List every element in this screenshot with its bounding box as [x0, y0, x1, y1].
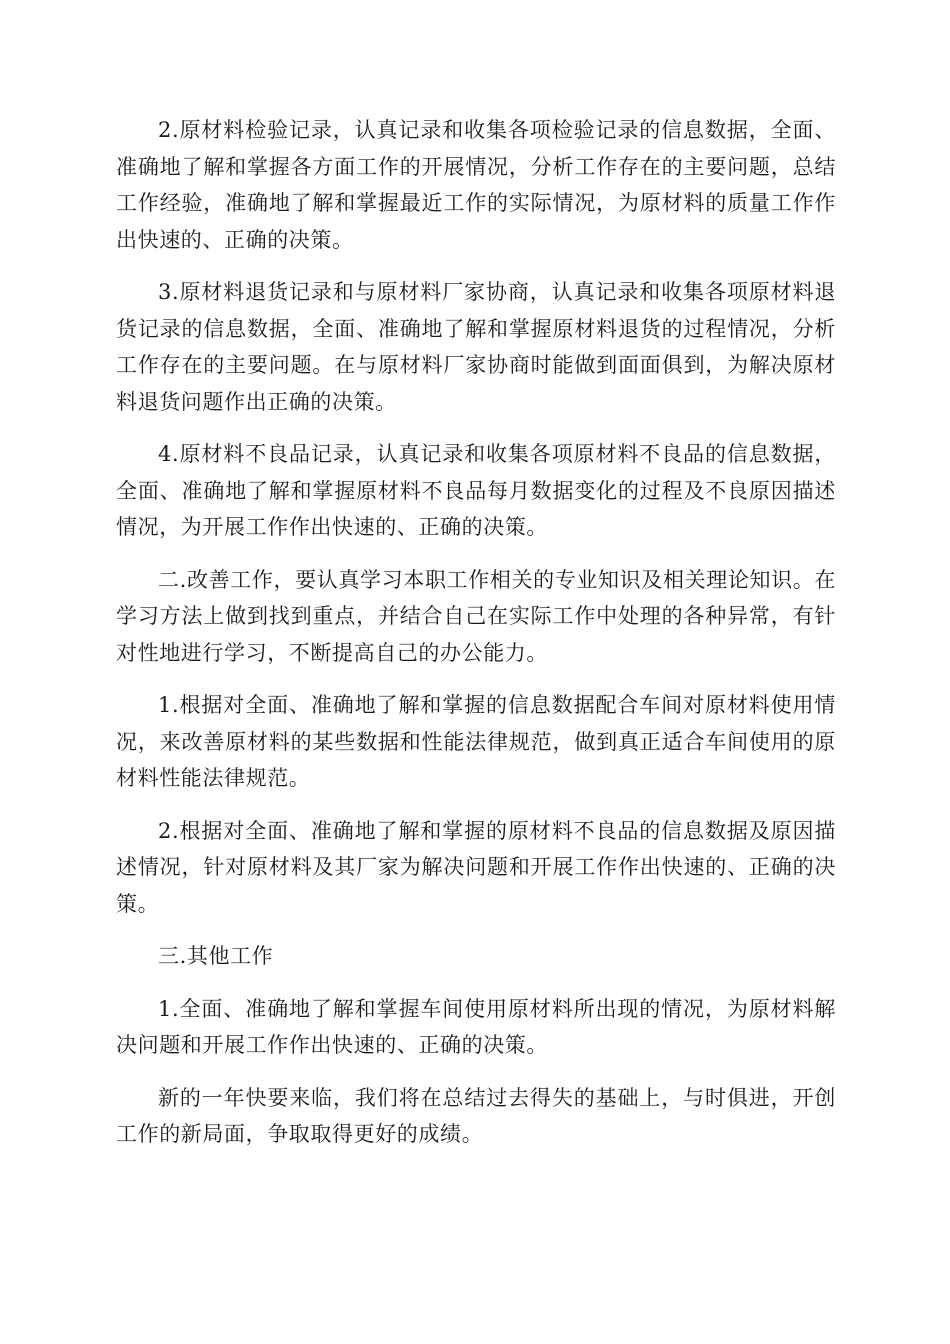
paragraph-improve-specs: 1.根据对全面、准确地了解和掌握的信息数据配合车间对原材料使用情况，来改善原材料的某些数据和性能法律规范，做到真正适合车间使用的原材料性能法律规范。: [116, 693, 836, 790]
section-heading-other-work: 三.其他工作: [158, 944, 274, 968]
paragraph-closing: 新的一年快要来临，我们将在总结过去得失的基础上，与时俱进，开创工作的新局面，争取取得更好的成绩。: [116, 1085, 836, 1146]
paragraph-raw-material-inspection: 2.原材料检验记录，认真记录和收集各项检验记录的信息数据，全面、准确地了解和掌握各方面工作的开展情况，分析工作存在的主要问题，总结工作经验，准确地了解和掌握最近工作的实际情况，为原材料的质量工作作出快速的、正确的决策。: [116, 118, 836, 252]
document-body: [116, 112, 836, 1169]
paragraph-defective-records: 4.原材料不良品记录，认真记录和收集各项原材料不良品的信息数据，全面、准确地了解和掌握原材料不良品每月数据变化的过程及不良原因描述情况，为开展工作作出快速的、正确的决策。: [116, 442, 836, 539]
paragraph-raw-material-returns: 3.原材料退货记录和与原材料厂家协商，认真记录和收集各项原材料退货记录的信息数据，全面、准确地了解和掌握原材料退货的过程情况，分析工作存在的主要问题。在与原材料厂家协商时能做到面面俱到，为解决原材料退货问题作出正确的决策。: [116, 280, 836, 414]
paragraph-defect-decisions: 2.根据对全面、准确地了解和掌握的原材料不良品的信息数据及原因描述情况，针对原材料及其厂家为解决问题和开展工作作出快速的、正确的决策。: [116, 818, 836, 916]
paragraph-improvement-work: 二.改善工作，要认真学习本职工作相关的专业知识及相关理论知识。在学习方法上做到找到重点，并结合自己在实际工作中处理的各种异常，有针对性地进行学习，不断提高自己的办公能力。: [116, 567, 836, 665]
paragraph-workshop-usage: 1.全面、准确地了解和掌握车间使用原材料所出现的情况，为原材料解决问题和开展工作作出快速的、正确的决策。: [116, 996, 836, 1057]
